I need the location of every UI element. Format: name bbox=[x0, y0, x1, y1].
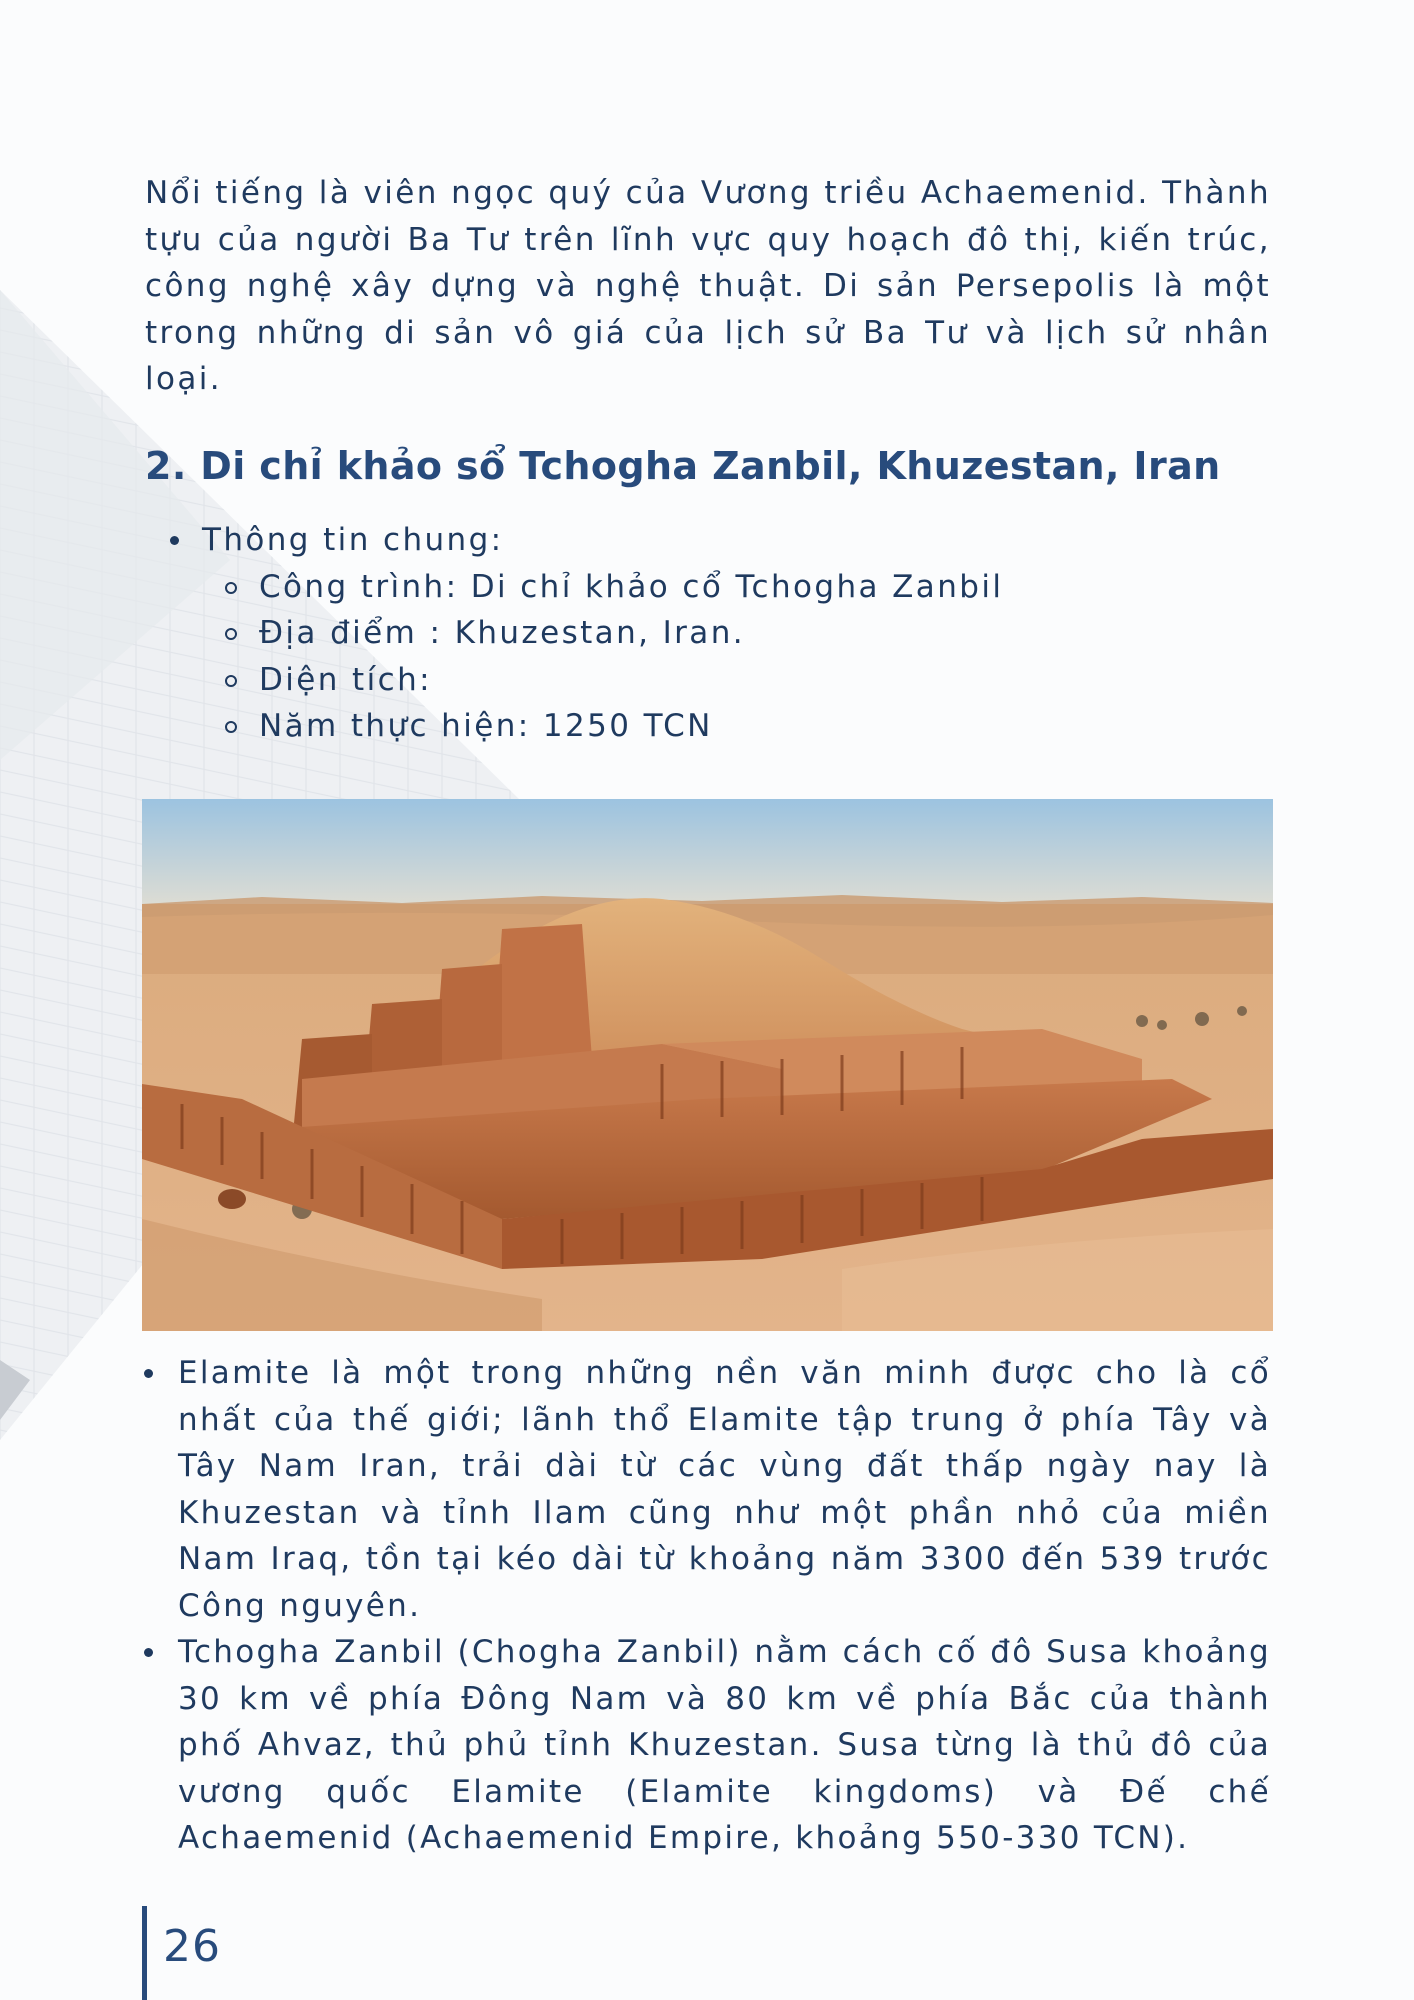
general-info-label: Thông tin chung: bbox=[202, 522, 504, 558]
ziggurat-photo bbox=[142, 799, 1273, 1331]
bullet-ring-icon bbox=[225, 582, 237, 594]
bullet-dot-icon bbox=[144, 1648, 153, 1657]
description-text: Tchogha Zanbil (Chogha Zanbil) nằm cách cố đô Susa khoảng 30 km về phía Đông Nam và 80 km về phía Bắc của thành phố Ahvaz, thủ phủ tỉnh Khuzestan. Susa từng là thủ đô của vương quốc Elamite (Elamite kingdoms) và Đế chế Achaemenid (Achaemenid Empire, khoảng 550-330 TCN). bbox=[178, 1634, 1271, 1856]
intro-paragraph: Nổi tiếng là viên ngọc quý của Vương triều Achaemenid. Thành tựu của người Ba Tư trên lĩnh vực quy hoạch đô thị, kiến trúc, công nghệ xây dựng và nghệ thuật. Di sản Persepolis là một trong những di sản vô giá của lịch sử Ba Tư và lịch sử nhân loại. bbox=[145, 175, 1271, 397]
info-item-area bbox=[223, 657, 1003, 704]
info-item-text: Công trình: Di chỉ khảo cổ Tchogha Zanbil bbox=[259, 568, 1004, 605]
description-item-elamite bbox=[140, 1350, 1271, 1629]
info-sub-list bbox=[202, 564, 1003, 750]
description-list bbox=[140, 1350, 1271, 1862]
general-info-list bbox=[166, 517, 1003, 750]
page-number-accent-bar bbox=[142, 1906, 147, 2000]
info-item-text: Năm thực hiện: 1250 TCN bbox=[259, 708, 713, 744]
general-info-item bbox=[166, 517, 1003, 750]
description-text: Elamite là một trong những nền văn minh được cho là cổ nhất của thế giới; lãnh thổ Elamite tập trung ở phía Tây và Tây Nam Iran, trải dài từ các vùng đất thấp ngày nay là Khuzestan và tỉnh Ilam cũng như một phần nhỏ của miền Nam Iraq, tồn tại kéo dài từ khoảng năm 3300 đến 539 trước Công nguyên. bbox=[178, 1355, 1271, 1624]
bullet-dot-icon bbox=[170, 536, 179, 545]
bullet-dot-icon bbox=[144, 1369, 153, 1378]
ziggurat-illustration bbox=[142, 799, 1273, 1331]
info-item-text: Địa điểm : Khuzestan, Iran. bbox=[259, 615, 746, 651]
bullet-ring-icon bbox=[225, 675, 237, 687]
section-title: 2. Di chỉ khảo sổ Tchogha Zanbil, Khuzestan, Iran bbox=[145, 444, 1221, 488]
info-item-construction bbox=[223, 564, 1003, 611]
page-number: 26 bbox=[163, 1921, 221, 1972]
bullet-ring-icon bbox=[225, 721, 237, 733]
bullet-ring-icon bbox=[225, 628, 237, 640]
description-item-location bbox=[140, 1629, 1271, 1862]
info-item-year bbox=[223, 703, 1003, 750]
info-item-location bbox=[223, 610, 1003, 657]
info-item-text: Diện tích: bbox=[259, 661, 432, 698]
